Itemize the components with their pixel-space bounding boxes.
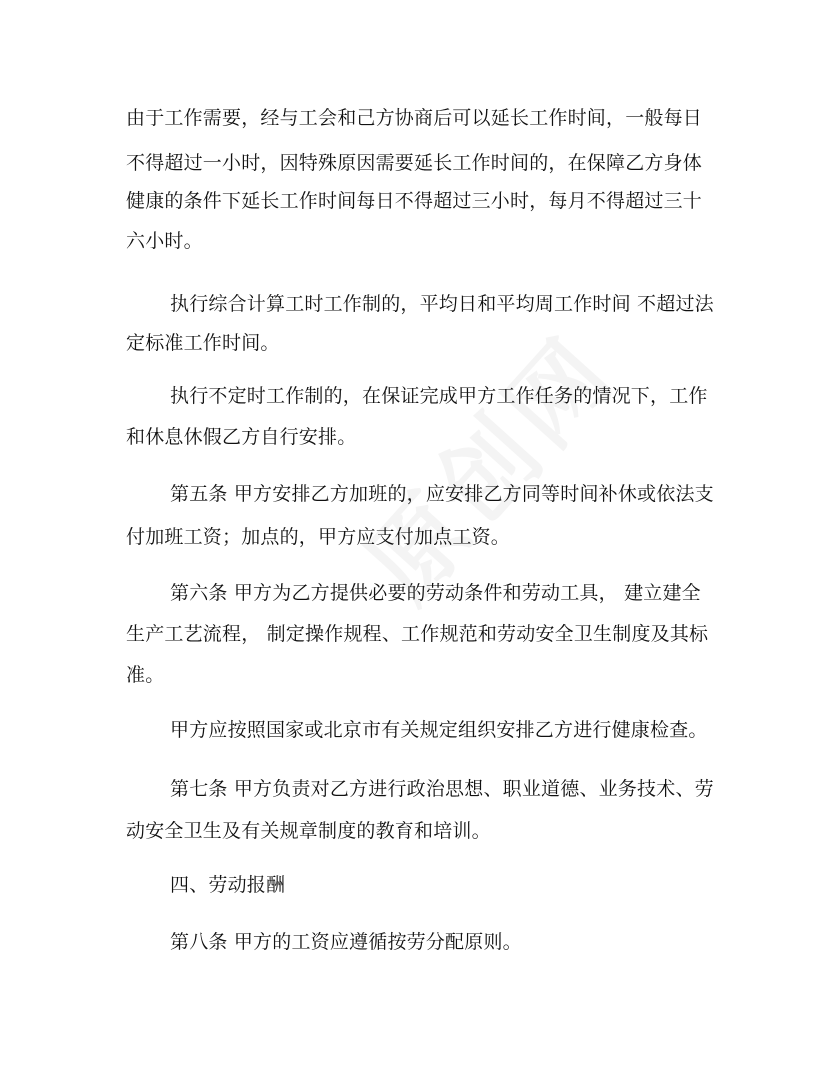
- paragraph-1-line-3: 健康的条件下延长工作时间每日不得超过三小时，每月不得超过三十: [126, 190, 703, 212]
- paragraph-5-line-3: 准。: [126, 664, 165, 686]
- paragraph-2-line-2: 定标准工作时间。: [126, 332, 280, 354]
- paragraph-7-line-1: 第七条 甲方负责对乙方进行政治思想、职业道德、业务技术、劳: [170, 778, 714, 800]
- paragraph-1-line-2: 不得超过一小时，因特殊原因需要延长工作时间的，在保障乙方身体: [126, 152, 703, 174]
- paragraph-1-line-4: 六小时。: [126, 230, 203, 252]
- paragraph-3-line-2: 和休息休假乙方自行安排。: [126, 426, 357, 448]
- paragraph-2-line-1: 执行综合计算工时工作制的，平均日和平均周工作时间 不超过法: [170, 293, 714, 315]
- paragraph-5-line-2: 生产工艺流程， 制定操作规程、工作规范和劳动安全卫生制度及其标: [126, 623, 709, 645]
- paragraph-5-line-1: 第六条 甲方为乙方提供必要的劳动条件和劳动工具， 建立建全: [170, 582, 701, 604]
- paragraph-6-line-1: 甲方应按照国家或北京市有关规定组织安排乙方进行健康检查。: [170, 719, 708, 741]
- section-heading-labor-pay: 四、劳动报酬: [170, 874, 286, 896]
- watermark: [331, 302, 642, 626]
- paragraph-1-line-1: 由于工作需要，经与工会和己方协商后可以延长工作时间，一般每日: [126, 107, 703, 129]
- paragraph-4-line-1: 第五条 甲方安排乙方加班的，应安排乙方同等时间补休或依法支: [170, 483, 714, 505]
- paragraph-3-line-1: 执行不定时工作制的，在保证完成甲方工作任务的情况下，工作: [170, 385, 708, 407]
- paragraph-8-line-1: 第八条 甲方的工资应遵循按劳分配原则。: [170, 931, 522, 953]
- paragraph-7-line-2: 动安全卫生及有关规章制度的教育和培训。: [126, 820, 491, 842]
- paragraph-4-line-2: 付加班工资；加点的，甲方应支付加点工资。: [126, 526, 511, 548]
